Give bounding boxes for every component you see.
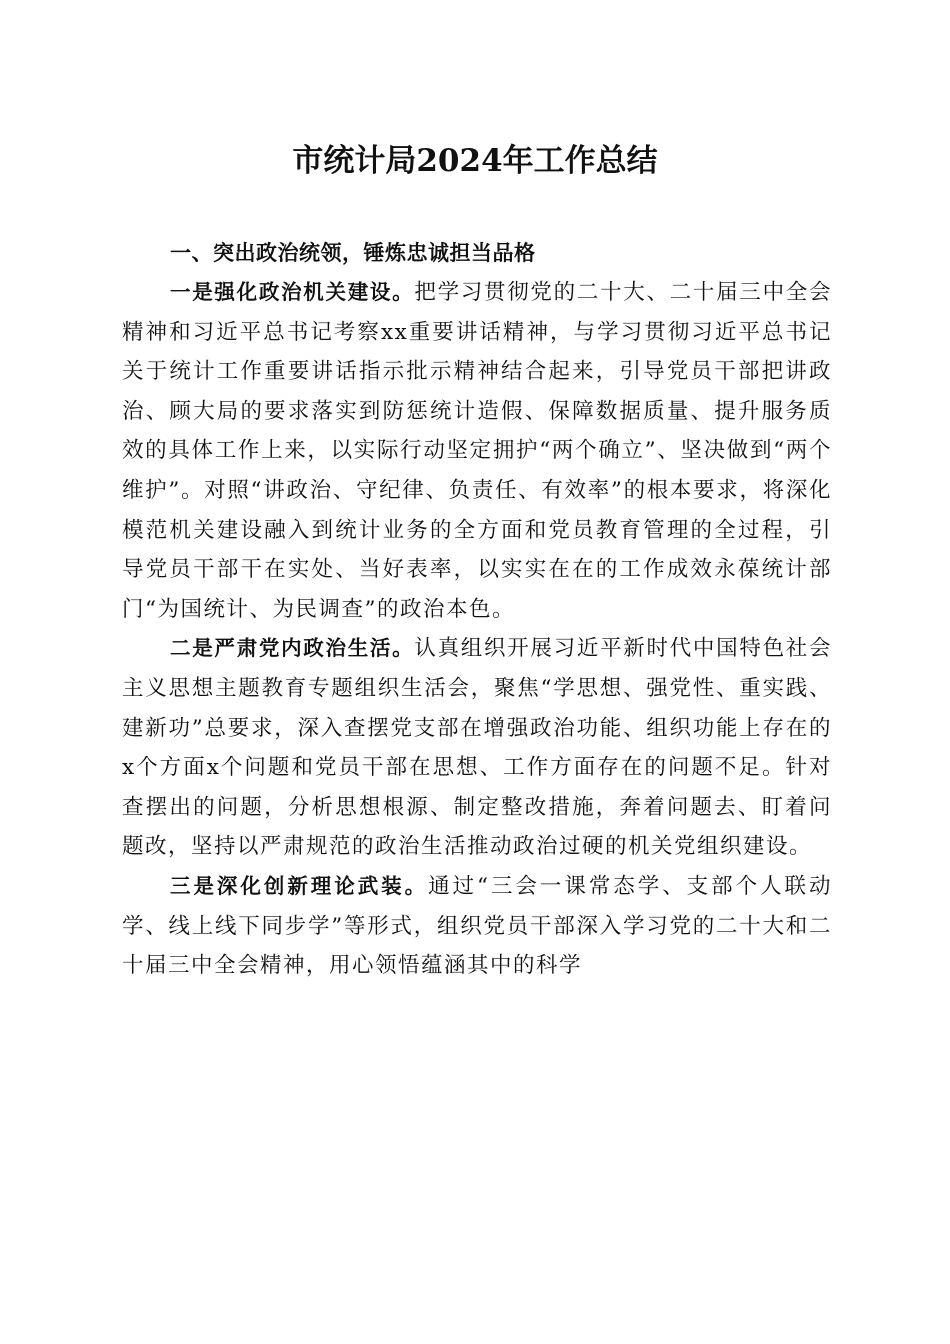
paragraph-lead: 二是严肃党内政治生活。 (170, 636, 415, 661)
document-body (122, 233, 832, 986)
paragraph-3 (122, 867, 832, 986)
paragraph-text: 认真组织开展习近平新时代中国特色社会主义思想主题教育专题组织生活会，聚焦“学思想、强党性、重实践、建新功”总要求，深入查摆党支部在增强政治功能、组织功能上存在的x个方面x个问题和党员干部在思想、工作方面存在的问题不足。针对查摆出的问题，分析思想根源、制定整改措施，奔着问题去、盯着问题改，坚持以严肃规范的政治生活推动政治过硬的机关党组织建设。 (122, 636, 832, 860)
paragraph-2 (122, 629, 832, 867)
section-heading: 一、突出政治统领，锤炼忠诚担当品格 (170, 241, 536, 265)
paragraph-text: 把学习贯彻党的二十大、二十届三中全会精神和习近平总书记考察xx重要讲话精神，与学习贯彻习近平总书记关于统计工作重要讲话指示批示精神结合起来，引导党员干部把讲政治、顾大局的要求落实到防惩统计造假、保障数据质量、提升服务质效的具体工作上来，以实际行动坚定拥护“两个确立”、坚决做到“两个维护”。对照“讲政治、守纪律、负责任、有效率”的根本要求，将深化模范机关建设融入到统计业务的全方面和党员教育管理的全过程，引导党员干部干在实处、当好表率，以实实在在的工作成效永葆统计部门“为国统计、为民调查”的政治本色。 (122, 280, 832, 622)
paragraph-1 (122, 273, 832, 629)
paragraph-lead: 一是强化政治机关建设。 (170, 280, 415, 304)
paragraph-lead: 三是深化创新理论武装。 (170, 873, 429, 898)
document-title: 市统计局2024年工作总结 (292, 143, 658, 179)
paragraph-text: 通过“三会一课常态学、支部个人联动学、线上线下同步学”等形式，组织党员干部深入学习党的二十大和二十届三中全会精神，用心领悟蕴涵其中的科学 (122, 873, 832, 979)
